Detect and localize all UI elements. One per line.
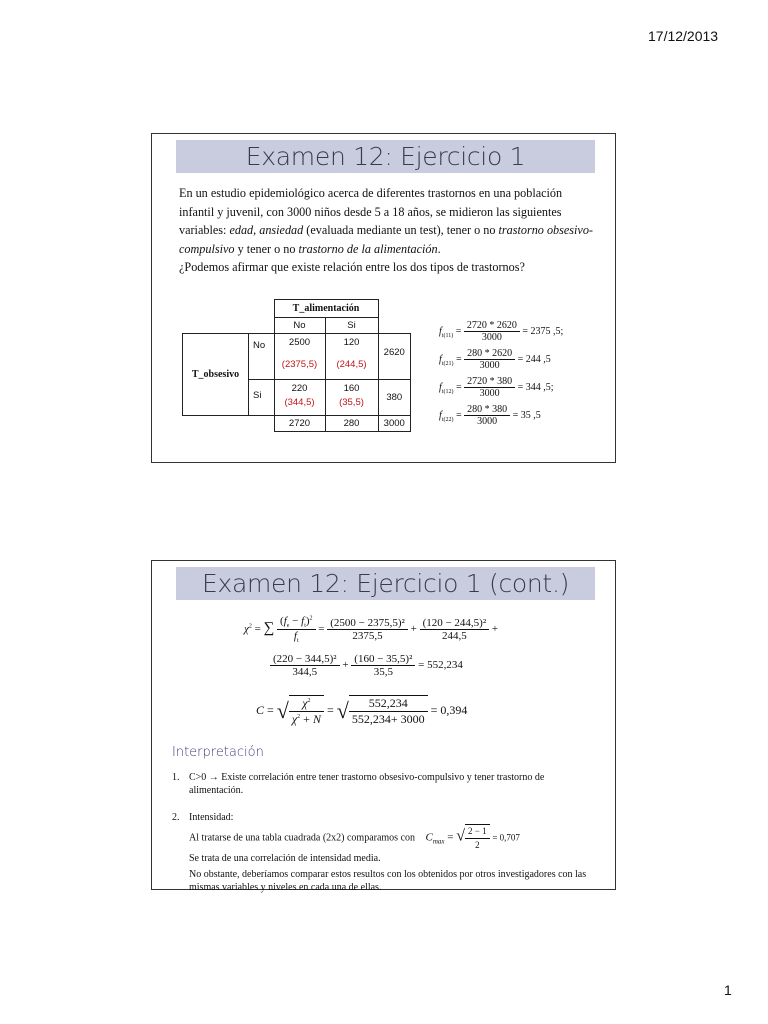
row-header-no: No — [249, 334, 275, 380]
slide-1 — [151, 133, 616, 463]
chi-square-formula: $\chi^2$ = ∑ $\frac{(f_e - f_t)^2}{f_t}$ = $\frac{\text{(2500 − 2375,5)²}}{2375,5}$ + $\frac{\text{(120 − 244,5)²}}{244,5}$ + — [244, 615, 499, 645]
chi-square-formula-continued: $\frac{\text{(220 − 344,5)²}}{344,5}$ + $\frac{\text{(160 − 35,5)²}}{35,5}$ = 552,234 — [270, 653, 463, 678]
cell-22: 160 (35,5) — [325, 380, 378, 416]
col-total-2: 280 — [325, 416, 378, 432]
expected-formula-22: $f_{t(22)}$ = $\frac{280 * 380}{3000}$ = 35 ,5 — [439, 404, 541, 427]
cmax-formula: $C_{max}$ = √ $\frac{2 - 1}{2}$ = 0,707 — [425, 826, 520, 850]
col-variable-header: T_alimentación — [274, 300, 378, 318]
contingency-coefficient-formula: C = √ $\frac{\chi^2}{\chi^2 + N}$ = √ $\frac{552,234}{552,234+ 3000}$ = 0,394 — [256, 696, 468, 726]
header-date: 17/12/2013 — [648, 28, 719, 44]
list-item-1: 1. C>0 → Existe correlación entre tener trastorno obsesivo-compulsivo y tener trastorno de alimentación. — [172, 772, 545, 796]
row-variable-header: T_obsesivo — [183, 334, 249, 416]
row-total-1: 2620 — [378, 334, 411, 380]
expected-formula-21: $f_{t(21)}$ = $\frac{280 * 2620}{3000}$ = 244 ,5 — [439, 348, 551, 371]
list-item-2: 2. Intensidad: Al tratarse de una tabla cuadrada (2x2) comparamos con $C_{max}$ = √ $\frac{2 - 1}{2}$ = 0,707 Se trata de una correlación de intensidad media. No obstante, deberíamos comparar estos resultos con los obtenidos por otros investigadores con las mismas variables y niveles en cada una de ellas. — [172, 812, 587, 893]
col-total-1: 2720 — [274, 416, 325, 432]
slide-1-title: Examen 12: Ejercicio 1 — [176, 140, 595, 173]
cell-12: 120 (244,5) — [325, 334, 378, 380]
row-total-2: 380 — [378, 380, 411, 416]
interpretation-heading: Interpretación — [172, 745, 264, 760]
page-number: 1 — [724, 982, 732, 998]
problem-statement: En un estudio epidemiológico acerca de diferentes trastornos en una población infantil y juvenil, con 3000 niños desde 5 a 18 años, se midieron las siguientes variables: edad, ansiedad (evaluada mediante un test), tener o no trastorno obsesivo-compulsivo y tener o no trastorno de la alimentación. ¿Podemos afirmar que existe relación entre los dos tipos de trastornos? — [179, 186, 593, 274]
col-header-si: Si — [325, 318, 378, 334]
slide-2 — [151, 560, 616, 893]
contingency-table — [182, 299, 411, 432]
grand-total: 3000 — [378, 416, 411, 432]
expected-formula-11: $f_{t(11)}$ = $\frac{2720 * 2620}{3000}$ = 2375 ,5; — [439, 320, 564, 343]
slide-2-title: Examen 12: Ejercicio 1 (cont.) — [176, 567, 595, 600]
expected-formula-12: $f_{t(12)}$ = $\frac{2720 * 380}{3000}$ = 344 ,5; — [439, 376, 554, 399]
col-header-no: No — [274, 318, 325, 334]
row-header-si: Si — [249, 380, 275, 416]
problem-question: ¿Podemos afirmar que existe relación entre los dos tipos de trastornos? — [179, 260, 525, 274]
cell-21: 220 (344,5) — [274, 380, 325, 416]
cell-11: 2500 (2375,5) — [274, 334, 325, 380]
